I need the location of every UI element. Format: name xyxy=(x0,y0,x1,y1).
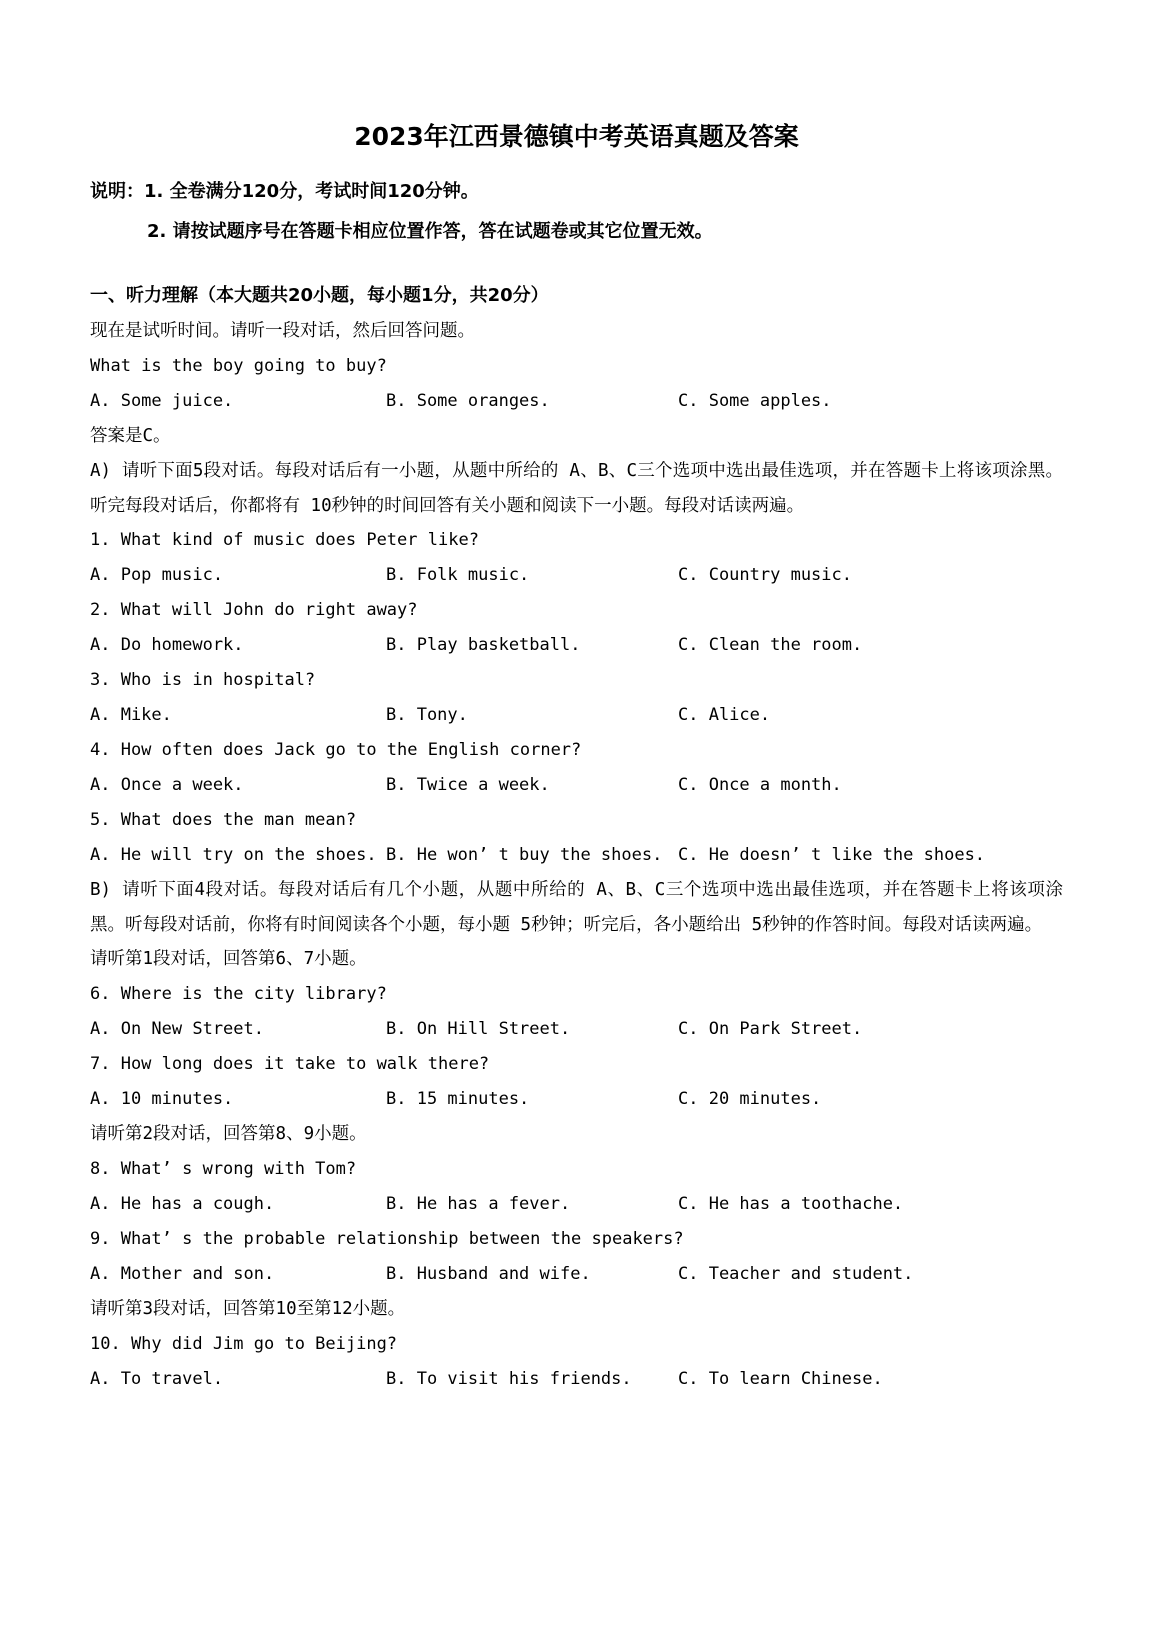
option-b: B. To visit his friends. xyxy=(386,1369,632,1389)
option-c: C. Clean the room. xyxy=(678,635,863,655)
option-b: B. Folk music. xyxy=(386,565,530,585)
option-b: B. Tony. xyxy=(386,705,468,725)
example-answer: 答案是C。 xyxy=(90,426,171,446)
question-options-4 xyxy=(90,768,1063,803)
question-options-8 xyxy=(90,1187,1063,1222)
group-prompt-1: 请听第1段对话，回答第6、7小题。 xyxy=(90,949,367,969)
option-b: B. On Hill Street. xyxy=(386,1019,571,1039)
question-options-5 xyxy=(90,838,1063,873)
option-a: A. He will try on the shoes. xyxy=(90,845,377,865)
question-options-10 xyxy=(90,1362,1063,1397)
question-text-3: 3. Who is in hospital? xyxy=(90,670,316,690)
example-question: What is the boy going to buy? xyxy=(90,356,387,376)
example-option-a: A. Some juice. xyxy=(90,391,234,411)
option-c: C. Country music. xyxy=(678,565,852,585)
part-a-instructions: A) 请听下面5段对话。每段对话后有一小题，从题中所给的 A、B、C三个选项中选出最佳选项，并在答题卡上将该项涂黑。听完每段对话后，你都将有 10秒钟的时间回答有关小题和阅读下一小题。每段对话读两遍。 xyxy=(90,461,1063,516)
question-text-1: 1. What kind of music does Peter like? xyxy=(90,530,479,550)
option-c: C. To learn Chinese. xyxy=(678,1369,883,1389)
option-b: B. Play basketball. xyxy=(386,635,581,655)
option-c: C. Alice. xyxy=(678,705,771,725)
question-text-2: 2. What will John do right away? xyxy=(90,600,418,620)
option-b: B. 15 minutes. xyxy=(386,1089,530,1109)
option-a: A. He has a cough. xyxy=(90,1194,275,1214)
option-c: C. Teacher and student. xyxy=(678,1264,914,1284)
option-c: C. Once a month. xyxy=(678,775,842,795)
doc-title: 2023年江西景德镇中考英语真题及答案 xyxy=(354,122,799,151)
group-prompt-2: 请听第2段对话，回答第8、9小题。 xyxy=(90,1124,367,1144)
note-line-1: 说明：1. 全卷满分120分，考试时间120分钟。 xyxy=(90,181,479,202)
question-text-5: 5. What does the man mean? xyxy=(90,810,357,830)
question-options-1 xyxy=(90,558,1063,593)
note-line-2: 2. 请按试题序号在答题卡相应位置作答，答在试题卷或其它位置无效。 xyxy=(147,221,713,242)
option-a: A. Mother and son. xyxy=(90,1264,275,1284)
option-b: B. Husband and wife. xyxy=(386,1264,591,1284)
question-text-9: 9. What’ s the probable relationship between the speakers? xyxy=(90,1229,684,1249)
listening-intro: 现在是试听时间。请听一段对话，然后回答问题。 xyxy=(90,321,475,341)
option-a: A. To travel. xyxy=(90,1369,224,1389)
option-a: A. Do homework. xyxy=(90,635,244,655)
section-heading: 一、听力理解（本大题共20小题，每小题1分，共20分） xyxy=(90,285,549,306)
option-a: A. On New Street. xyxy=(90,1019,264,1039)
question-options-3 xyxy=(90,698,1063,733)
example-options xyxy=(90,384,1063,419)
option-b: B. Twice a week. xyxy=(386,775,550,795)
option-c: C. He has a toothache. xyxy=(678,1194,904,1214)
option-a: A. Once a week. xyxy=(90,775,244,795)
group-prompt-3: 请听第3段对话，回答第10至第12小题。 xyxy=(90,1299,406,1319)
question-options-6 xyxy=(90,1012,1063,1047)
example-option-b: B. Some oranges. xyxy=(386,391,550,411)
question-text-8: 8. What’ s wrong with Tom? xyxy=(90,1159,357,1179)
option-b: B. He won’ t buy the shoes. xyxy=(386,845,663,865)
option-a: A. Pop music. xyxy=(90,565,224,585)
question-text-7: 7. How long does it take to walk there? xyxy=(90,1054,490,1074)
part-b-instructions: B) 请听下面4段对话。每段对话后有几个小题，从题中所给的 A、B、C三个选项中选出最佳选项，并在答题卡上将该项涂黑。听每段对话前，你将有时间阅读各个小题，每小题 5秒钟；听完后，各小题给出 5秒钟的作答时间。每段对话读两遍。 xyxy=(90,880,1063,935)
question-options-2 xyxy=(90,628,1063,663)
exam-notes xyxy=(90,172,1063,252)
option-a: A. Mike. xyxy=(90,705,172,725)
option-a: A. 10 minutes. xyxy=(90,1089,234,1109)
option-c: C. 20 minutes. xyxy=(678,1089,822,1109)
question-options-9 xyxy=(90,1257,1063,1292)
question-text-4: 4. How often does Jack go to the English corner? xyxy=(90,740,582,760)
question-options-7 xyxy=(90,1082,1063,1117)
option-c: C. He doesn’ t like the shoes. xyxy=(678,845,986,865)
question-text-10: 10. Why did Jim go to Beijing? xyxy=(90,1334,398,1354)
example-option-c: C. Some apples. xyxy=(678,391,832,411)
option-c: C. On Park Street. xyxy=(678,1019,863,1039)
question-text-6: 6. Where is the city library? xyxy=(90,984,387,1004)
option-b: B. He has a fever. xyxy=(386,1194,571,1214)
